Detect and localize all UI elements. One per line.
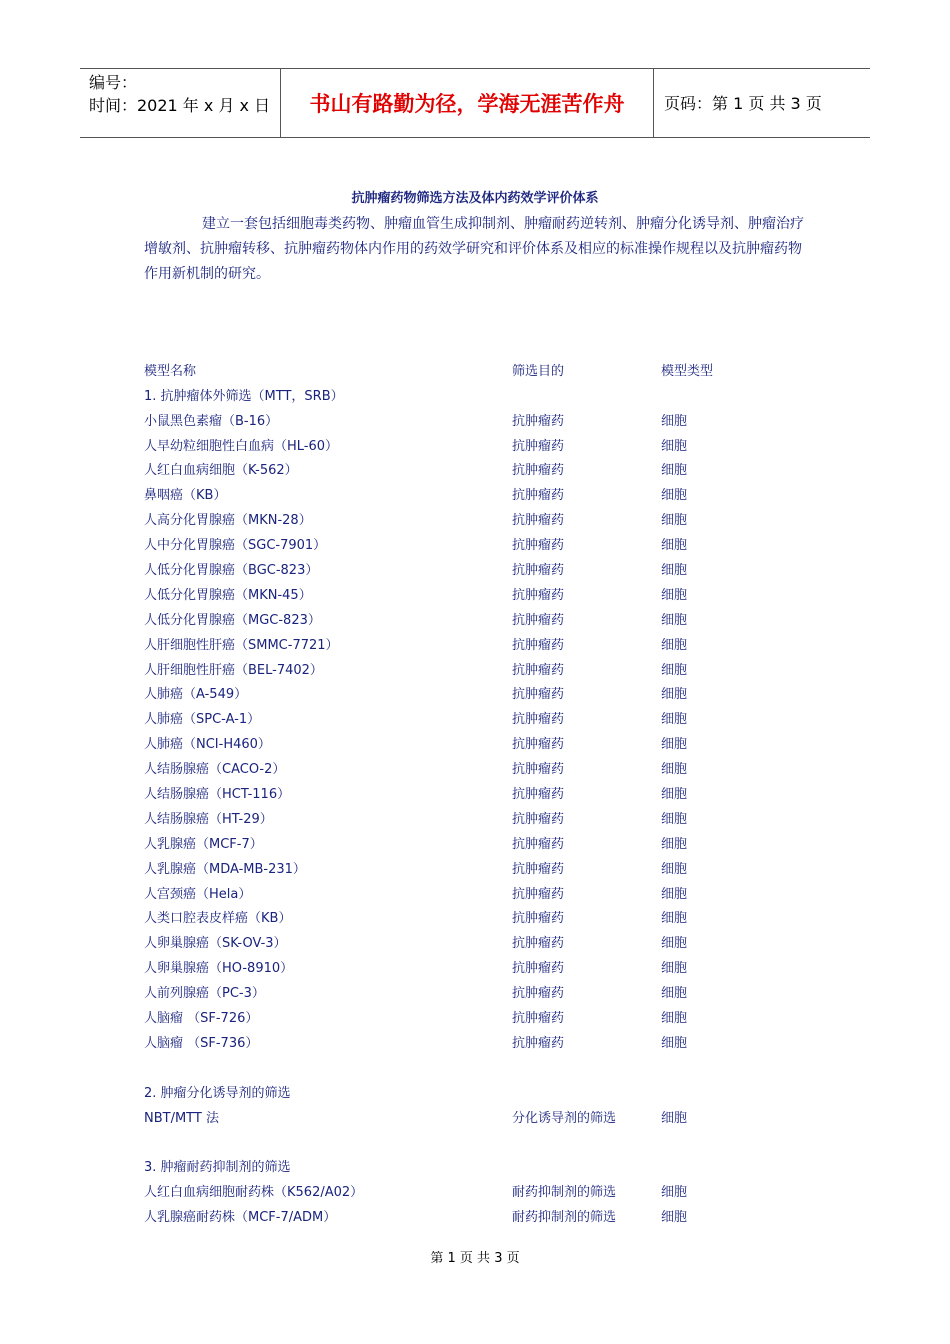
table-cell-c1: 人乳腺癌（MCF-7） [144, 836, 263, 852]
table-cell-c2: 抗肿瘤药 [512, 936, 565, 952]
intro-paragraph: 建立一套包括细胞毒类药物、肿瘤血管生成抑制剂、肿瘤耐药逆转剂、肿瘤分化诱导剂、肿瘤治疗增敏剂、抗肿瘤转移、抗肿瘤药物体内作用的药效学研究和评价体系及相应的标准操作规程以及抗肿瘤药物作用新机制的研究。 [144, 216, 804, 282]
table-cell-c2: 抗肿瘤药 [512, 911, 565, 927]
table-row [0, 509, 950, 534]
table-cell-c2: 抗肿瘤药 [512, 886, 565, 902]
table-row [0, 982, 950, 1007]
table-cell-c3: 细胞 [661, 1110, 688, 1126]
table-cell-c2: 抗肿瘤药 [512, 463, 565, 479]
table-cell-c2: 抗肿瘤药 [512, 1011, 565, 1027]
table-cell-c1: 人乳腺癌耐药株（MCF-7/ADM） [144, 1210, 337, 1226]
table-cell-c2: 抗肿瘤药 [512, 961, 565, 977]
table-row [0, 435, 950, 460]
table-cell-c2: 抗肿瘤药 [512, 712, 565, 728]
table-cell-c1: 人卵巢腺癌（HO-8910） [144, 961, 294, 977]
number-label: 编号： [89, 73, 138, 92]
table-row [0, 634, 950, 659]
table-cell-c2: 抗肿瘤药 [512, 637, 565, 653]
document-title: 抗肿瘤药物筛选方法及体内药效学评价体系 [351, 191, 599, 206]
table-row [0, 534, 950, 559]
table-row [0, 335, 950, 360]
table-cell-c2: 抗肿瘤药 [512, 488, 565, 504]
table-row [0, 783, 950, 808]
table-cell-c3: 细胞 [661, 737, 688, 753]
table-cell-c1: 人结肠腺癌（HCT-116） [144, 787, 291, 803]
table-row [0, 410, 950, 435]
table-cell-c2: 分化诱导剂的筛选 [512, 1110, 617, 1126]
table-cell-c3: 细胞 [661, 488, 688, 504]
table-cell-c1: 人低分化胃腺癌（MKN-45） [144, 587, 312, 603]
table-row [0, 385, 950, 410]
table-cell-c3: 细胞 [661, 413, 688, 429]
header-left-cell [80, 69, 281, 137]
table-cell-c1: 人乳腺癌（MDA-MB-231） [144, 861, 306, 877]
header-motto: 书山有路勤为径，学海无涯苦作舟 [281, 69, 654, 137]
table-cell-c1: 人低分化胃腺癌（MGC-823） [144, 612, 321, 628]
table-cell-c3: 细胞 [661, 438, 688, 454]
table-cell-c2: 抗肿瘤药 [512, 787, 565, 803]
table-cell-c1: 小鼠黑色素瘤（B-16） [144, 413, 279, 429]
table-cell-c3: 细胞 [661, 463, 688, 479]
table-cell-c2: 抗肿瘤药 [512, 438, 565, 454]
time-label: 时间：2021 年 x 月 x 日 [89, 96, 271, 115]
table-cell-c1: 人肝细胞性肝癌（SMMC-7721） [144, 637, 339, 653]
table-cell-c2: 抗肿瘤药 [512, 737, 565, 753]
table-cell-c2: 抗肿瘤药 [512, 538, 565, 554]
table-row [0, 758, 950, 783]
page-footer: 第 1 页 共 3 页 [430, 1251, 520, 1266]
table-cell-c3: 细胞 [661, 1210, 688, 1226]
table-cell-c1: 鼻咽癌（KB） [144, 488, 227, 504]
table-cell-c2: 耐药抑制剂的筛选 [512, 1210, 617, 1226]
table-cell-c1: 人结肠腺癌（HT-29） [144, 811, 273, 827]
table-cell-c3: 细胞 [661, 712, 688, 728]
table-cell-c2: 抗肿瘤药 [512, 513, 565, 529]
table-cell-c3: 细胞 [661, 811, 688, 827]
table-row [0, 907, 950, 932]
table-row [0, 858, 950, 883]
table-cell-c2: 抗肿瘤药 [512, 811, 565, 827]
table-cell-c2: 抗肿瘤药 [512, 1035, 565, 1051]
table-cell-c3: 细胞 [661, 886, 688, 902]
table-cell-c3: 细胞 [661, 687, 688, 703]
table-row [0, 609, 950, 634]
table-cell-c3: 细胞 [661, 762, 688, 778]
header-page-code: 页码：第 1 页 共 3 页 [664, 94, 822, 113]
table-cell-c2: 抗肿瘤药 [512, 836, 565, 852]
table-row [0, 1007, 950, 1032]
table-row [0, 484, 950, 509]
table-cell-c2: 抗肿瘤药 [512, 413, 565, 429]
table-row [0, 1156, 950, 1181]
table-row [0, 360, 950, 385]
table-row [0, 1082, 950, 1107]
table-row [0, 733, 950, 758]
table-cell-c1: 人肺癌（NCI-H460） [144, 737, 271, 753]
table-row [0, 683, 950, 708]
table-cell-c1: 人脑瘤 （SF-736） [144, 1035, 259, 1051]
table-cell-c1: 人前列腺癌（PC-3） [144, 986, 265, 1002]
table-row [0, 1181, 950, 1206]
table-row [0, 957, 950, 982]
table-row [0, 459, 950, 484]
table-cell-c3: 细胞 [661, 986, 688, 1002]
table-row [0, 808, 950, 833]
table-cell-c3: 细胞 [661, 513, 688, 529]
table-cell-c1: 人肺癌（SPC-A-1） [144, 712, 261, 728]
table-cell-c3: 细胞 [661, 861, 688, 877]
table-cell-c2: 抗肿瘤药 [512, 762, 565, 778]
table-cell-c1: 3. 肿瘤耐药抑制剂的筛选 [144, 1160, 291, 1176]
table-cell-c2: 抗肿瘤药 [512, 612, 565, 628]
table-cell-c1: 模型名称 [144, 363, 197, 379]
table-cell-c2: 抗肿瘤药 [512, 662, 565, 678]
table-cell-c3: 模型类型 [661, 363, 714, 379]
table-row [0, 1107, 950, 1132]
table-cell-c3: 细胞 [661, 587, 688, 603]
table-row [0, 932, 950, 957]
table-cell-c3: 细胞 [661, 1011, 688, 1027]
table-row [0, 559, 950, 584]
table-cell-c1: 人红白血病细胞耐药株（K562/A02） [144, 1185, 364, 1201]
table-cell-c2: 抗肿瘤药 [512, 687, 565, 703]
table-row [0, 584, 950, 609]
table-cell-c2: 抗肿瘤药 [512, 587, 565, 603]
table-cell-c1: 人脑瘤 （SF-726） [144, 1011, 259, 1027]
table-cell-c2: 筛选目的 [512, 363, 565, 379]
table-cell-c1: 人肝细胞性肝癌（BEL-7402） [144, 662, 323, 678]
table-cell-c3: 细胞 [661, 936, 688, 952]
table-cell-c1: 人类口腔表皮样癌（KB） [144, 911, 292, 927]
table-cell-c1: 人卵巢腺癌（SK-OV-3） [144, 936, 287, 952]
table-row [0, 883, 950, 908]
table-cell-c2: 抗肿瘤药 [512, 563, 565, 579]
table-cell-c3: 细胞 [661, 961, 688, 977]
table-row [0, 1206, 950, 1231]
table-cell-c1: 2. 肿瘤分化诱导剂的筛选 [144, 1085, 291, 1101]
table-cell-c3: 细胞 [661, 787, 688, 803]
table-row [0, 1132, 950, 1157]
page-header [80, 68, 870, 138]
table-cell-c3: 细胞 [661, 911, 688, 927]
table-cell-c3: 细胞 [661, 836, 688, 852]
table-row [0, 833, 950, 858]
table-cell-c3: 细胞 [661, 1035, 688, 1051]
table-cell-c2: 抗肿瘤药 [512, 986, 565, 1002]
model-table [0, 335, 950, 1231]
table-cell-c3: 细胞 [661, 637, 688, 653]
table-cell-c1: 人低分化胃腺癌（BGC-823） [144, 563, 319, 579]
table-cell-c1: 人早幼粒细胞性白血病（HL-60） [144, 438, 339, 454]
table-cell-c1: 人肺癌（A-549） [144, 687, 248, 703]
table-cell-c1: 1. 抗肿瘤体外筛选（MTT，SRB） [144, 388, 344, 404]
table-row [0, 1057, 950, 1082]
table-cell-c2: 抗肿瘤药 [512, 861, 565, 877]
table-cell-c1: 人中分化胃腺癌（SGC-7901） [144, 538, 327, 554]
table-cell-c3: 细胞 [661, 1185, 688, 1201]
table-cell-c3: 细胞 [661, 662, 688, 678]
table-cell-c2: 耐药抑制剂的筛选 [512, 1185, 617, 1201]
table-cell-c1: 人红白血病细胞（K-562） [144, 463, 298, 479]
table-cell-c3: 细胞 [661, 563, 688, 579]
table-row [0, 1032, 950, 1057]
table-cell-c1: 人宫颈癌（Hela） [144, 886, 252, 902]
table-cell-c3: 细胞 [661, 612, 688, 628]
table-row [0, 659, 950, 684]
table-cell-c1: NBT/MTT 法 [144, 1110, 219, 1126]
table-cell-c3: 细胞 [661, 538, 688, 554]
table-cell-c1: 人结肠腺癌（CACO-2） [144, 762, 286, 778]
table-row [0, 708, 950, 733]
table-cell-c1: 人高分化胃腺癌（MKN-28） [144, 513, 312, 529]
